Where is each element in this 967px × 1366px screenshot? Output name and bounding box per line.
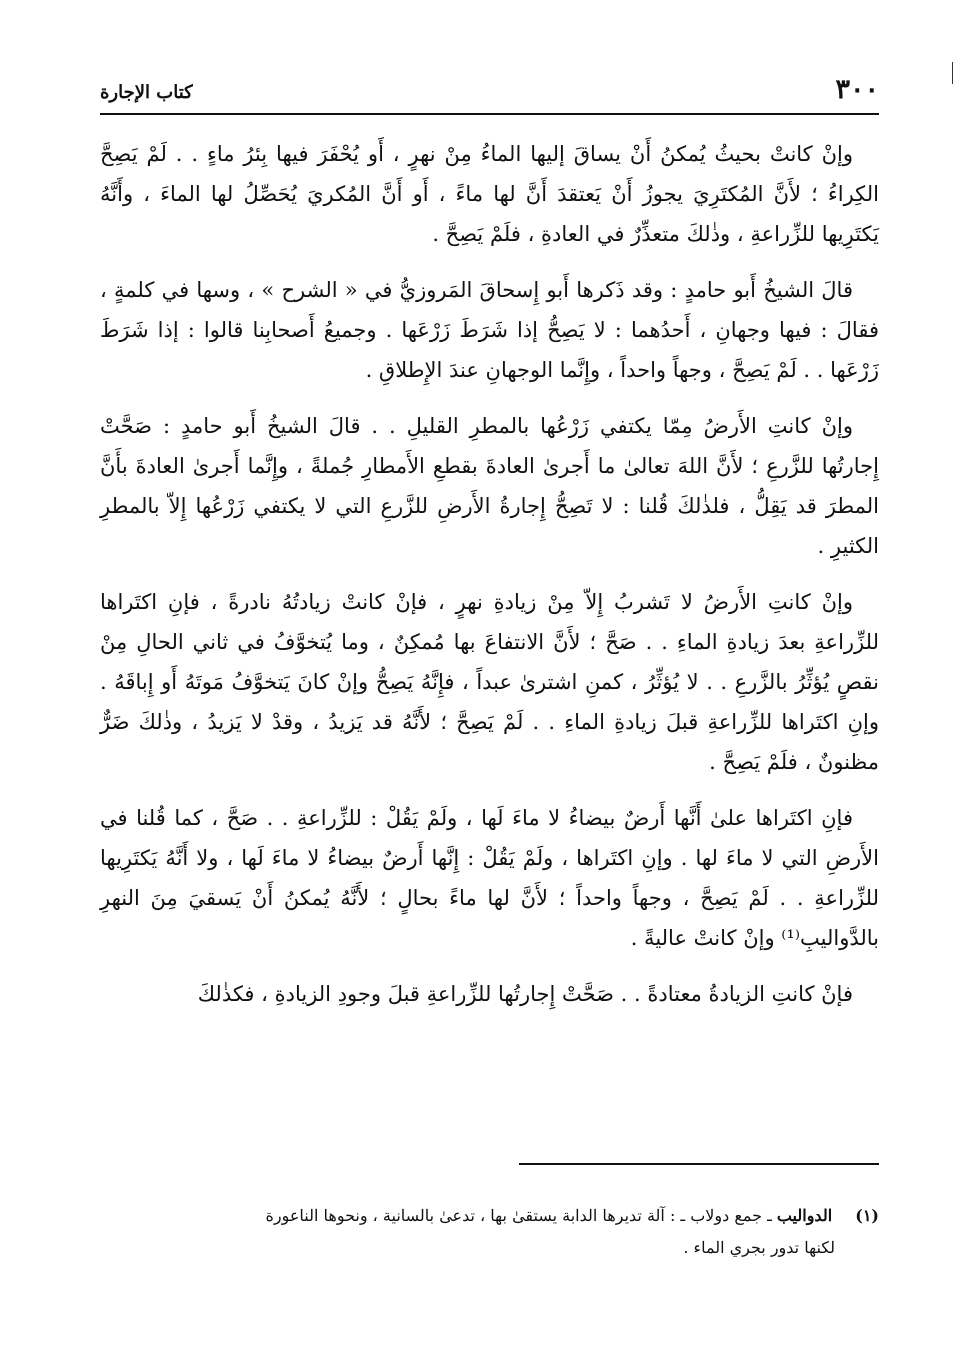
footnote-text-continued: لكنها تدور بجري الماء .	[683, 1238, 835, 1257]
main-text	[100, 134, 879, 1030]
paragraph: وإنْ كانتِ الأَرضُ لا تَشربُ إِلاّ مِنْ زيادةِ نهرٍ ، فإنْ كانتْ زيادتُهُ نادرةً ، فإنِ اكتَراها للزِّراعةِ بعدَ زيادةِ الماءِ . . صَحَّ ؛ لأَنَّ الانتفاعَ بها مُمكِنٌ ، وما يُتخوَّفُ في ثاني الحالِ مِنْ نقصٍ يُؤثِّرُ بالزَّرعِ . . لا يُؤثِّرُ ، كمنِ اشترىٰ عبداً ، فإِنَّهُ يَصِحُّ وإنْ كانَ يَتخوَّفُ مَوتَهُ أَو إِباقَهُ . وإنِ اكتَراها للزِّراعةِ قبلَ زيادةِ الماءِ . . لَمْ يَصِحَّ ؛ لأَنَّهُ قد يَزيدُ ، وقدْ لا يَزيدُ ، وذٰلكَ ضَرٌّ مظنونٌ ، فلَمْ يَصِحَّ .	[100, 590, 879, 774]
paragraph: وإنْ كانتْ بحيثُ يُمكنُ أَنْ يساقَ إليها الماءُ مِنْ نهرٍ ، أَو يُحْفَرَ فيها بِئرُ ماءٍ . . لَمْ يَصِحَّ الكِراءُ ؛ لأَنَّ المُكتَرِيَ يجوزُ أَنْ يَعتقدَ أَنَّ لها ماءً ، أَو أَنَّ المُكريَ يُحَصِّلُ لها الماءَ ، وأَنَّهُ يَكتَرِيها للزِّراعةِ ، وذٰلكَ متعذِّرٌ في العادةِ ، فلَمْ يَصِحَّ .	[100, 142, 879, 246]
running-title: كتاب الإجارة	[100, 82, 193, 103]
paragraph: فإنِ اكتَراها علىٰ أَنَّها أَرضٌ بيضاءُ لا ماءَ لَها ، ولَمْ يَقُلْ : للزِّراعةِ . . صَحَّ ، كما قُلنا في الأَرضِ التي لا ماءَ لها . وإنِ اكتَراها ، ولَمْ يَقُلْ : إِنَّها أَرضٌ بيضاءُ لا ماءَ لَها ، ولا أَنَّهُ يَكتَرِيها للزِّراعةِ . . لَمْ يَصِحَّ ، وجهاً واحداً ؛ لأَنَّ لها ماءً بحالٍ ؛ لأَنَّهُ يُمكنُ أَنْ يَسقيَ مِنَ النهرِ بالدَّواليبِ⁽¹⁾ وإنْ كانتْ عاليةً .	[100, 806, 879, 950]
footnote-text: ـ جمع دولاب ـ : آلة تديرها الدابة يستقىٰ بها ، تدعىٰ بالسانية ، ونحوها الناعورة	[265, 1206, 772, 1225]
page-number: ٣٠٠	[835, 74, 879, 105]
footnote-term: الدواليب	[776, 1206, 833, 1225]
footnote	[100, 1200, 879, 1264]
header-rule	[100, 113, 879, 115]
page-header	[100, 72, 879, 112]
footnote-rule	[519, 1163, 879, 1165]
page-edge-mark	[952, 62, 953, 84]
paragraph: فإنْ كانتِ الزيادةُ معتادةً . . صَحَّتْ إِجارتُها للزِّراعةِ قبلَ وجودِ الزيادةِ ، فكذٰلكَ	[197, 982, 853, 1006]
paragraph: وإنْ كانتِ الأَرضُ مِمّا يكتفي زَرْعُها بالمطرِ القليلِ . . قالَ الشيخُ أَبو حامدٍ : صَحَّتْ إِجارتُها للزَّرعِ ؛ لأَنَّ اللهَ تعالىٰ ما أَجرىٰ العادةَ بقطعِ الأَمطارِ جُملةً ، وإِنَّما أَجرىٰ العادةَ بأَنَّ المطرَ قد يَقِلُّ ، فلذٰلكَ قُلنا : لا تَصِحُّ إِجارةُ الأَرضِ للزَّرعِ التي لا يكتفي زَرْعُها إِلاّ بالمطرِ الكثيرِ .	[100, 414, 880, 558]
paragraph: قالَ الشيخُ أَبو حامدٍ : وقد ذَكرها أَبو إِسحاقَ المَروزيُّ في « الشرح » ، وسها في كلمةٍ ، فقالَ : فيها وجهانِ ، أَحدُهما : لا يَصِحُّ إذا شَرَطَ زَرْعَها . وجميعُ أَصحابِنا قالوا : إذا شَرَطَ زَرْعَها . . لَمْ يَصِحَّ ، وجهاً واحداً ، وإِنَّما الوجهانِ عندَ الإِطلاقِ .	[100, 278, 879, 382]
footnote-number: (١)	[855, 1206, 879, 1225]
